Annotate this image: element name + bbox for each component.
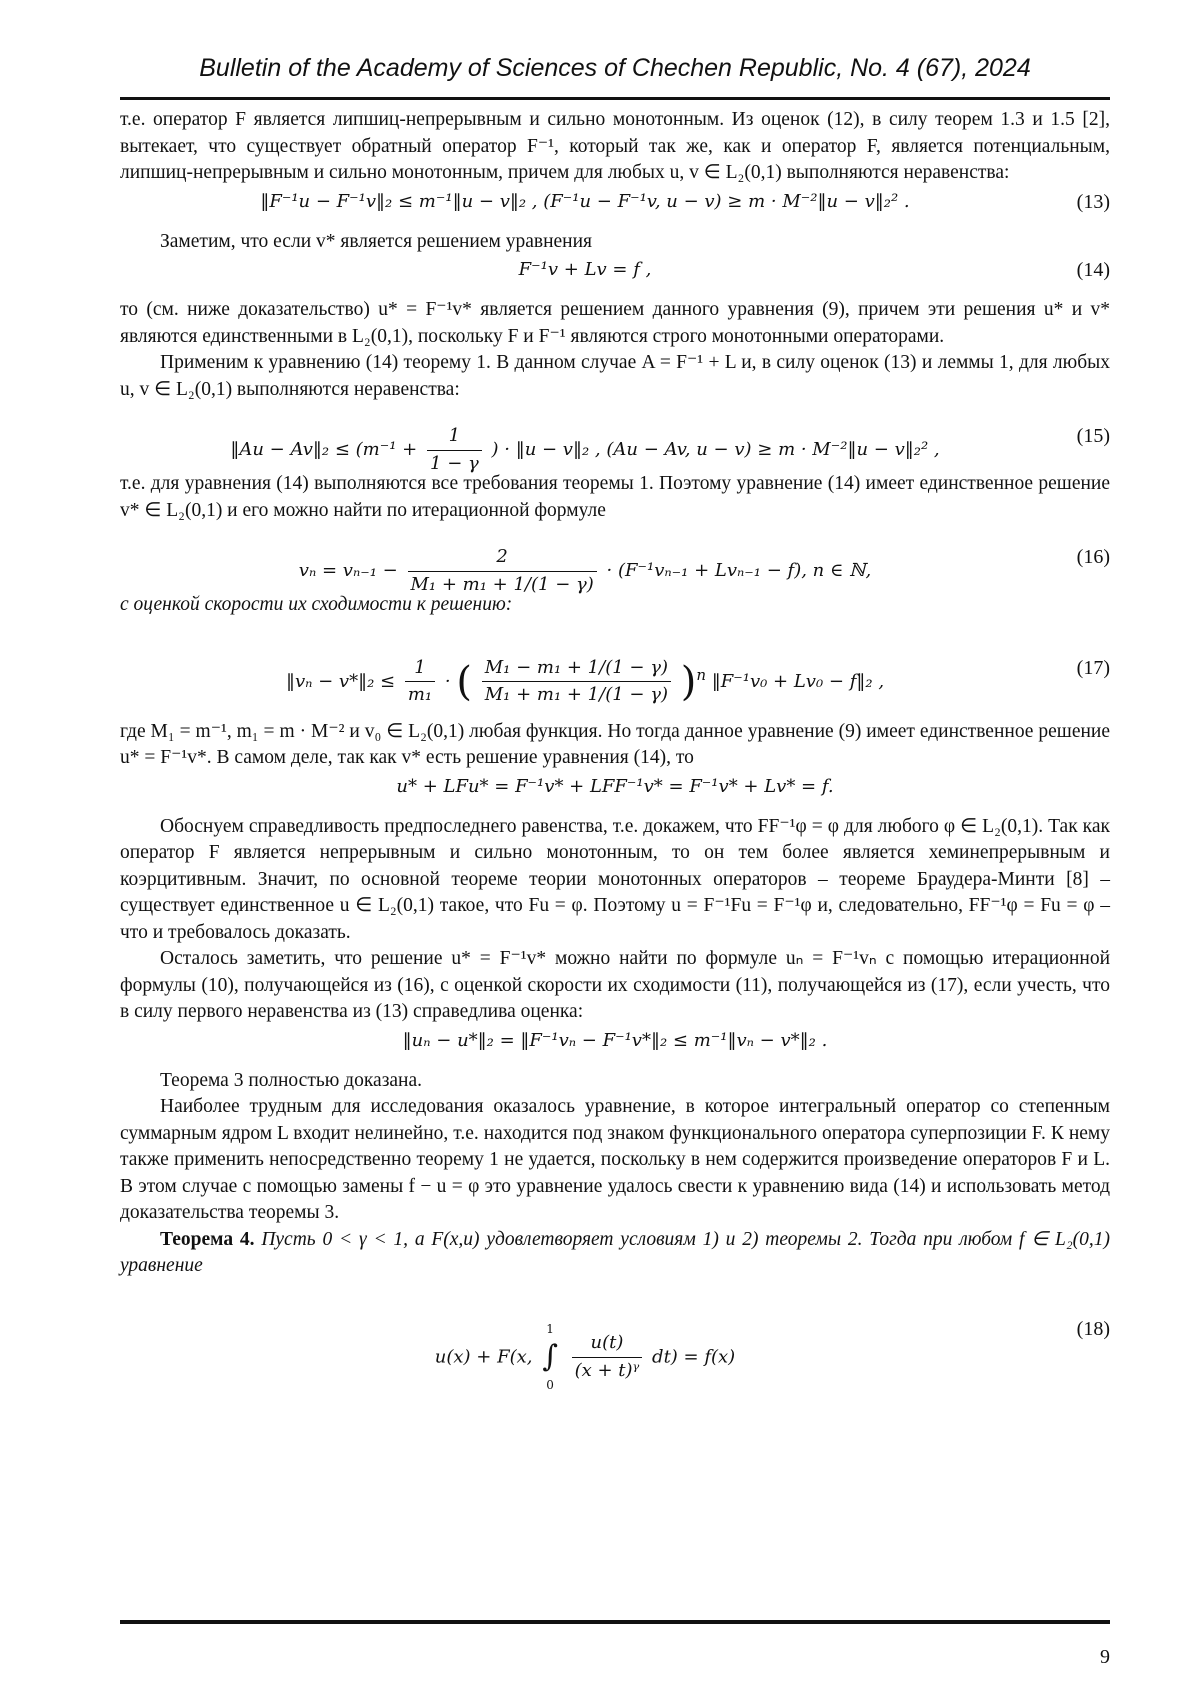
equation-18 <box>120 1282 1110 1392</box>
equation-17-left: ‖vₙ − v*‖₂ ≤ <box>285 670 396 692</box>
paragraph-9: Осталось заметить, что решение u* = F⁻¹v* можно найти по формуле uₙ = F⁻¹vₙ с помощью итерационной формулы (10), получающейся из (16), с оценкой скорости их сходимости (11), получающейся из (17), если учесть, что в силу первого неравенства из (13) справедлива оценка: <box>120 948 1110 1022</box>
equation-17-fraction-2-numerator: M₁ − m₁ + 1/(1 − γ) <box>482 655 671 683</box>
equation-chain-body: u* + LFu* = F⁻¹v* + LFF⁻¹v* = F⁻¹v* + Lv* = f. <box>396 775 834 797</box>
equation-16-number: (16) <box>1076 546 1110 568</box>
equation-18-integral <box>542 1316 558 1399</box>
equation-17-fraction-1-denominator: m₁ <box>407 684 433 705</box>
equation-15-number: (15) <box>1076 425 1110 447</box>
header-rule <box>120 97 1110 100</box>
equation-16-fraction-numerator: 2 <box>408 544 597 572</box>
integral-sign-icon: ∫ <box>542 1339 558 1374</box>
main-text <box>120 107 1111 1392</box>
equation-13-number: (13) <box>1076 190 1110 213</box>
theorem-4-statement: Пусть 0 < γ < 1, а F(x,u) удовлетворяет условиям 1) и 2) теоремы 2. Тогда при любом f ∈ L₂(0,1) уравнение <box>120 1228 1111 1276</box>
equation-16-fraction-denominator: M₁ + m₁ + 1/(1 − γ) <box>410 573 594 595</box>
equation-18-right: dt) = f(x) <box>652 1346 736 1367</box>
equation-17-right: ‖F⁻¹v₀ + Lv₀ − f‖₂ , <box>711 670 885 692</box>
equation-16-fraction <box>408 544 597 598</box>
equation-17-exponent: n <box>696 665 706 684</box>
equation-17-fraction-1 <box>405 655 435 709</box>
paragraph-3: то (см. ниже доказательство) u* = F⁻¹v* является решением данного уравнения (9), причем эти решения u* и v* являются единственными в L₂(0,1), поскольку F и F⁻¹ являются строго монотонными операторами. <box>120 299 1110 347</box>
theorem-4-label: Теорема 4. <box>160 1228 255 1250</box>
equation-15-fraction-numerator: 1 <box>427 423 482 451</box>
equation-18-number: (18) <box>1076 1317 1110 1340</box>
equation-16 <box>120 526 1110 595</box>
paragraph-5: т.е. для уравнения (14) выполняются все требования теоремы 1. Поэтому уравнение (14) имеет единственное решение v* ∈ L₂(0,1) и его можно найти по итерационной формуле <box>120 473 1110 521</box>
equation-17-left-paren: ( <box>456 658 472 705</box>
equation-18-body <box>120 1316 1050 1399</box>
equation-17-fraction-2 <box>482 655 671 709</box>
equation-chain <box>120 774 1110 812</box>
equation-15-left: ‖Au − Av‖₂ ≤ (m⁻¹ + <box>230 439 418 460</box>
equation-13 <box>120 189 1110 227</box>
equation-18-fraction-numerator: u(t) <box>572 1330 643 1358</box>
equation-16-left: vₙ = vₙ₋₁ − <box>298 560 398 581</box>
equation-15-fraction <box>427 423 482 477</box>
equation-15-right: ) · ‖u − v‖₂ , (Au − Av, u − v) ≥ m · M⁻²‖u − v‖₂² , <box>491 439 940 460</box>
equation-16-right: · (F⁻¹vₙ₋₁ + Lvₙ₋₁ − f), n ∈ ℕ, <box>606 560 872 581</box>
journal-header: Bulletin of the Academy of Sciences of Chechen Republic, No. 4 (67), 2024 <box>199 54 1031 82</box>
theorem-4 <box>120 1227 1110 1280</box>
paragraph-2: Заметим, что если v* является решением уравнения <box>160 230 593 252</box>
equation-15 <box>120 405 1110 474</box>
paragraph-1: т.е. оператор F является липшиц-непрерывным и сильно монотонным. Из оценок (12), в силу теорем 1.3 и 1.5 [2], вытекает, что существует обратный оператор F⁻¹, который так же, как и оператор F, является потенциальным, липшиц-непрерывным и сильно монотонным, причем для любых u, v ∈ L₂(0,1) выполняются неравенства: <box>120 109 1110 183</box>
equation-18-fraction <box>572 1330 643 1384</box>
footer-rule <box>120 1620 1110 1624</box>
paragraph-8: Обоснуем справедливость предпоследнего равенства, т.е. докажем, что FF⁻¹φ = φ для любого φ ∈ L₂(0,1). Так как оператор F является непрерывным и сильно монотонным, то он тем более является хеминепрерывным и коэрцитивным. Значит, по основной теореме теории монотонных операторов – теореме Браудера-Минти [8] – существует единственное u ∈ L₂(0,1) такое, что Fu = φ. Поэтому u = F⁻¹Fu = F⁻¹φ и, следовательно, FF⁻¹φ = Fu = φ – что и требовалось доказать. <box>120 815 1110 943</box>
equation-18-integral-upper: 1 <box>546 1321 554 1336</box>
paragraph-7: где M₁ = m⁻¹, m₁ = m · M⁻² и v₀ ∈ L₂(0,1) любая функция. Но тогда данное уравнение (9) имеет единственное решение u* = F⁻¹v*. В самом деле, так как v* есть решение уравнения (14), то <box>120 720 1110 768</box>
paragraph-6: с оценкой скорости их сходимости к решению: <box>120 594 513 615</box>
equation-17-body <box>120 655 1050 709</box>
equation-17-dot: · <box>444 670 451 692</box>
equation-17 <box>120 621 1110 717</box>
equation-17-right-paren: ) <box>680 658 697 705</box>
paragraph-4: Применим к уравнению (14) теорему 1. В данном случае A = F⁻¹ + L и, в силу оценок (13) и леммы 1, для любых u, v ∈ L₂(0,1) выполняются неравенства: <box>120 352 1110 400</box>
page-number: 9 <box>1100 1646 1110 1668</box>
equation-16-body <box>120 544 1050 598</box>
equation-estimate-body: ‖uₙ − u*‖₂ = ‖F⁻¹vₙ − F⁻¹v*‖₂ ≤ m⁻¹‖vₙ − v*‖₂ . <box>402 1029 828 1051</box>
equation-17-number: (17) <box>1076 656 1110 679</box>
equation-14 <box>120 257 1110 295</box>
equation-14-body: F⁻¹v + Lv = f , <box>518 259 652 280</box>
equation-estimate <box>120 1028 1110 1066</box>
equation-14-number: (14) <box>1076 259 1110 281</box>
paragraph-10: Теорема 3 полностью доказана. <box>160 1069 423 1091</box>
equation-17-fraction-1-numerator: 1 <box>405 655 435 683</box>
equation-18-integral-lower: 0 <box>546 1378 554 1392</box>
paragraph-11: Наиболее трудным для исследования оказалось уравнение, в которое интегральный оператор со степенным суммарным ядром L входит нелинейно, т.е. находится под знаком функционального оператора суперпозиции F. К нему также применить непосредственно теорему 1 не удается, поскольку в нем содержится произведение операторов F и L. В этом случае с помощью замены f − u = φ это уравнение удалось свести к уравнению вида (14) и использовать метод доказательства теоремы 3. <box>120 1096 1110 1223</box>
equation-15-fraction-denominator: 1 − γ <box>430 452 479 474</box>
equation-15-body <box>120 423 1050 477</box>
equation-18-left: u(x) + F(x, <box>434 1346 533 1367</box>
equation-13-body: ‖F⁻¹u − F⁻¹v‖₂ ≤ m⁻¹‖u − v‖₂ , (F⁻¹u − F⁻¹v, u − v) ≥ m · M⁻²‖u − v‖₂² . <box>260 190 910 212</box>
equation-17-fraction-2-denominator: M₁ + m₁ + 1/(1 − γ) <box>484 684 668 705</box>
equation-18-fraction-denominator: (x + t)ᵞ <box>574 1359 640 1381</box>
